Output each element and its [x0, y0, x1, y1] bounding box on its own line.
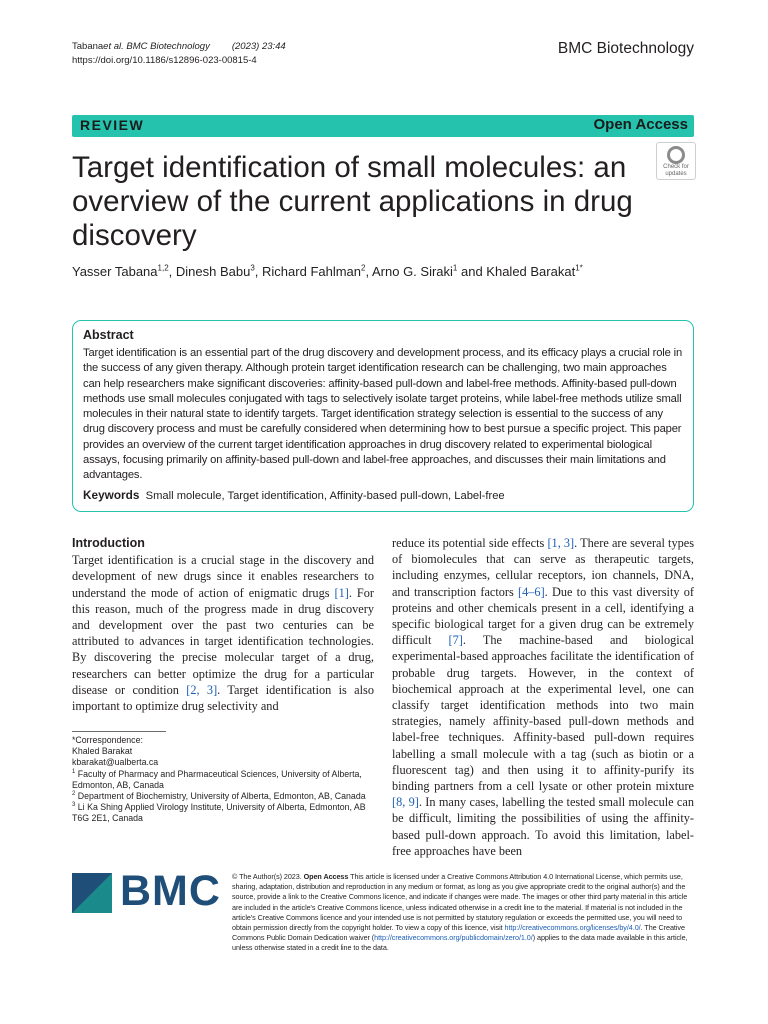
citation-ref[interactable]: [7]: [448, 633, 463, 648]
citation-ref[interactable]: [4–6]: [518, 584, 545, 599]
citation-authors: Tabana: [72, 41, 104, 52]
body-text: reduce its potential side effects: [392, 536, 548, 550]
author-name[interactable]: Richard Fahlman: [262, 264, 362, 279]
footnote-divider: [72, 731, 166, 732]
body-text: . The machine-based and biological experimental-based approaches facilitate the identification of probable drug targets. However, in the context of biochemical approach at the experimental level, one can classify target identification methods into two main strategies, namely affinity-based pull-down methods and label-free techniques. Affinity-based pull-down requires labelling a small molecule with a tag (such as biotin or a fluorescent tag) and then using it to affinity-purify its binding partners from a cell lysate or other protein mixture: [392, 633, 694, 794]
correspondence-email[interactable]: kbarakat@ualberta.ca: [72, 757, 159, 768]
author-list: [72, 264, 583, 279]
author-separator: ,: [254, 264, 263, 279]
citation-ref[interactable]: [2, 3]: [186, 682, 218, 697]
body-text: . For this reason, much of the progress made in drug discovery and development over the past two centuries can be attributed to advances in target identification technologies. By discovering the precise molecular target of a drug, researchers can better optimize the drug for a particular disease or condition: [72, 585, 374, 697]
body-text: . Due to this vast diversity of proteins and other chemicals present in a cell, identifying a specific biological target for a given drug can be extremely difficult: [392, 584, 694, 648]
author-affiliation: 1*: [575, 263, 583, 273]
doi-link[interactable]: https://doi.org/10.1186/s12896-023-00815-4: [72, 55, 257, 66]
intro-column-right: [392, 535, 694, 859]
author-affiliation: 2: [361, 263, 366, 273]
bmc-logo: [72, 867, 222, 923]
affiliation-text: Faculty of Pharmacy and Pharmaceutical Sciences, University of Alberta, Edmonton, AB, Canada: [72, 768, 362, 790]
body-text: . In many cases, labelling the tested small molecule can be difficult, limiting the possibilities of using the affinity-based pull-down approach. To avoid this limitation, label-free approaches have been: [392, 795, 694, 858]
correspondence-label: *Correspondence:: [72, 735, 143, 745]
correspondence-name: Khaled Barakat: [72, 746, 133, 757]
author-affiliation: 3: [250, 263, 255, 273]
affiliation-number: 1: [72, 768, 76, 775]
citation-ref[interactable]: [8, 9]: [392, 795, 419, 810]
citation-ref[interactable]: [1, 3]: [547, 536, 575, 550]
affiliation-3: [72, 802, 372, 824]
intro-column-left: [72, 535, 374, 714]
body-text: . Target identification is also important to optimize drug selectivity and: [72, 682, 374, 714]
author-name[interactable]: Dinesh Babu: [175, 264, 251, 279]
affiliation-1: [72, 769, 372, 791]
bmc-logo-text: BMC: [120, 867, 221, 915]
bmc-logo-icon: [72, 873, 112, 913]
license-open-access: Open Access: [303, 872, 349, 881]
affiliation-number: 3: [72, 802, 76, 809]
license-statement: [232, 872, 695, 954]
journal-name: BMC Biotechnology: [557, 40, 694, 57]
open-access-label: Open Access: [593, 116, 688, 133]
author-name[interactable]: Arno G. Siraki: [372, 264, 453, 279]
intro-paragraph-continued: [392, 535, 694, 859]
keywords-label: Keywords: [83, 487, 140, 502]
abstract-text: Target identification is an essential part of the drug discovery and development process, and its efficacy plays a crucial role in the success of any given therapy. Although protein target identification research can be challenging, two main approaches can help researchers make significant discoveries: affinity-based pull-down and label-free methods. Affinity-based pull-down methods use small molecules conjugated with tags to selectively isolate target proteins, while label-free methods utilize small molecules in their natural state to identify targets. Target identification strategy selection is essential to the success of any drug discovery process and must be carefully considered when determining how to best pursue a specific project. This paper provides an overview of the current target identification approaches in drug discovery related to experimental biological assays, focusing primarily on affinity-based pull-down and label-free approaches, and discusses their main limitations and advantages.: [83, 347, 683, 482]
license-body: . The Creative Commons Public Domain Dedication waiver (: [232, 923, 685, 943]
citation-year: (2023) 23:44: [231, 41, 286, 52]
license-link[interactable]: http://creativecommons.org/publicdomain/zero/1.0/: [374, 933, 533, 943]
license-body: This article is licensed under a Creative Commons Attribution 4.0 International License, which permits use, sharing, adaptation, distribution and reproduction in any medium or format, as long as you give appropriate credit to the original author(s) and the source, provide a link to the Creative Commons licence, and indicate if changes were made. The images or other third party material in this article are included in the article's Creative Commons licence, unless indicated otherwise in a credit line to the material. If material is not included in the article's Creative Commons licence and your intended use is not permitted by statutory regulation or exceeds the permitted use, you will need to obtain permission directly from the copyright holder. To view a copy of this licence, visit: [232, 872, 688, 933]
author-affiliation: 1: [452, 263, 458, 273]
license-body: ) applies to the data made available in this article, unless otherwise stated in a credit line to the data.: [232, 933, 688, 953]
author-name[interactable]: Khaled Barakat: [486, 264, 576, 279]
license-copyright: © The Author(s) 2023.: [232, 872, 304, 881]
check-for-updates-badge[interactable]: [656, 142, 696, 180]
article-title: Target identification of small molecules: an overview of the current applications in drug discovery: [72, 151, 633, 252]
abstract-heading: Abstract: [83, 328, 134, 342]
check-updates-line1: Check for: [663, 164, 689, 170]
intro-paragraph: [72, 552, 374, 714]
section-heading-introduction: Introduction: [72, 536, 145, 550]
check-updates-icon: [667, 146, 685, 164]
keywords-list: Small molecule, Target identification, Affinity-based pull-down, Label-free: [145, 489, 505, 502]
affiliation-text: Department of Biochemistry, University of Alberta, Edmonton, AB, Canada: [75, 791, 366, 802]
abstract-box: [72, 320, 694, 512]
author-name[interactable]: Yasser Tabana: [72, 264, 158, 279]
body-text: . There are several types of biomolecules that can serve as therapeutic targets, including enzymes, cellular receptors, ion channels, DNA, and transcription factors: [392, 536, 695, 599]
author-separator: and: [457, 264, 487, 279]
keywords: [83, 488, 683, 504]
check-updates-line2: updates: [665, 170, 687, 177]
affiliation-text: Li Ka Shing Applied Virology Institute, University of Alberta, Edmonton, AB T6G 2E1, Canada: [72, 802, 366, 824]
footnotes: [72, 735, 372, 825]
article-type-label: REVIEW: [80, 117, 145, 133]
citation-header: [72, 40, 286, 68]
license-link[interactable]: http://creativecommons.org/licenses/by/4.0/: [504, 923, 641, 933]
citation-ref[interactable]: [1]: [334, 585, 349, 600]
author-separator: ,: [168, 264, 176, 279]
author-affiliation: 1,2: [157, 263, 169, 273]
author-separator: ,: [365, 264, 372, 279]
article-type-banner: [72, 115, 694, 137]
body-text: Target identification is a crucial stage in the discovery and development of new drugs since it enables researchers to understand the mode of action of enigmatic drugs: [72, 553, 374, 600]
affiliation-2: [72, 791, 372, 802]
citation-journal: et al. BMC Biotechnology: [103, 41, 210, 52]
affiliation-number: 2: [72, 791, 76, 798]
